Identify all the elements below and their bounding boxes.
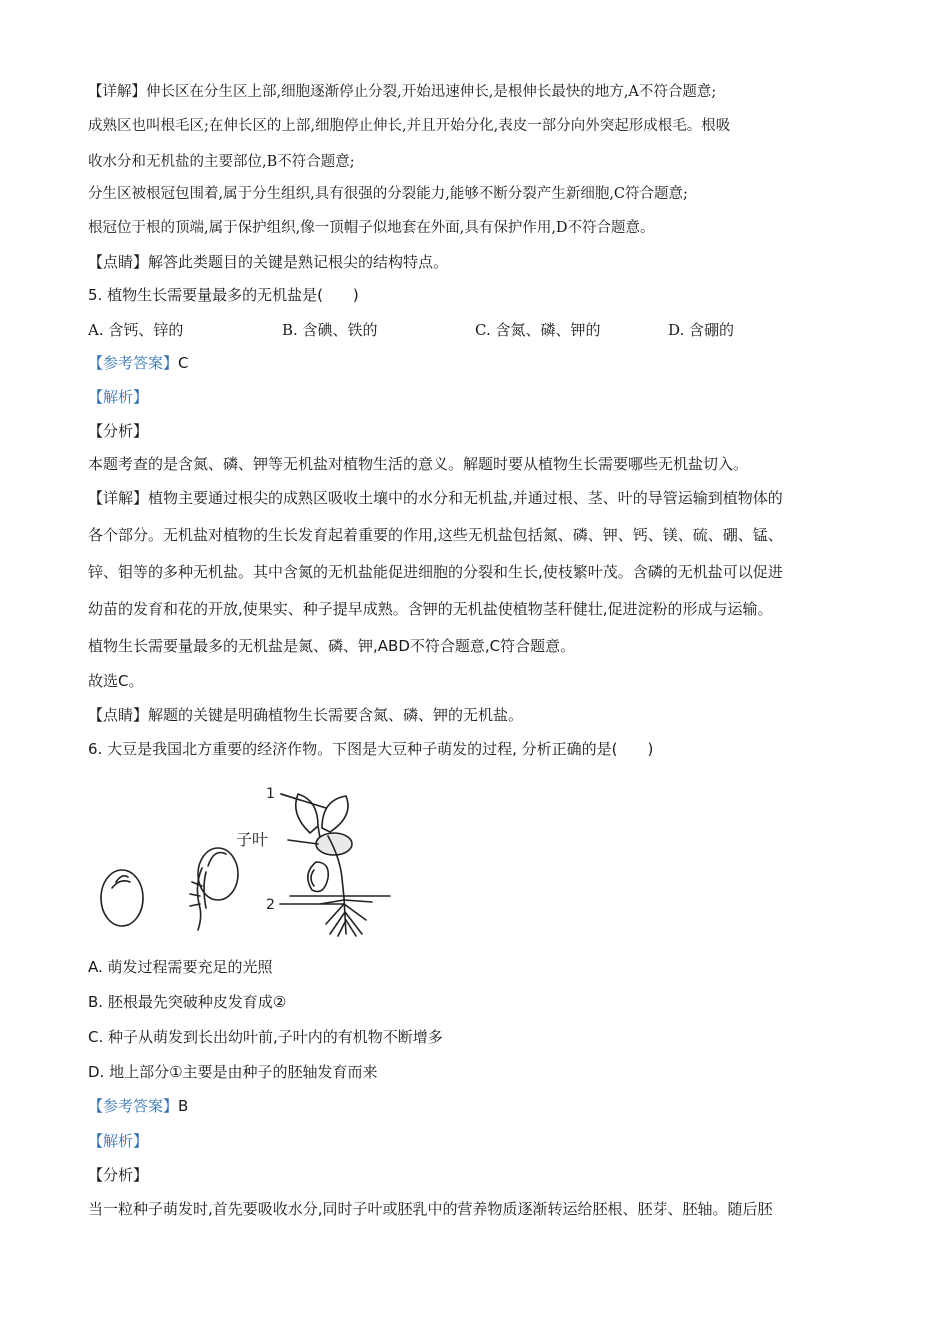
q5-jiexi-label: 【解析】	[88, 388, 149, 406]
label-1: 1	[266, 786, 275, 802]
q5-detail-line: 植物生长需要量最多的无机盐是氮、磷、钾,ABD不符合题意,C符合题意。	[88, 637, 576, 655]
seed-germination-figure	[90, 778, 420, 938]
seed-stage-2	[190, 848, 238, 930]
q6-option-c: C. 种子从萌发到长出幼叶前,子叶内的有机物不断增多	[88, 1028, 443, 1046]
q5-answer	[88, 353, 189, 373]
q5-option-a: A. 含钙、锌的	[88, 321, 184, 339]
answer-value: C	[178, 354, 189, 372]
q5-detail-line: 幼苗的发育和花的开放,使果实、种子提早成熟。含钾的无机盐使植物茎秆健壮,促进淀粉的形成与运输。	[88, 600, 773, 618]
q6-answer	[88, 1096, 188, 1116]
detail-line: 【详解】伸长区在分生区上部,细胞逐渐停止分裂,开始迅速伸长,是根伸长最快的地方,A不符合题意;	[88, 84, 717, 100]
q5-key-point: 【点睛】解题的关键是明确植物生长需要含氮、磷、钾的无机盐。	[88, 706, 524, 724]
answer-label: 【参考答案】	[88, 1097, 179, 1115]
q6-analysis: 当一粒种子萌发时,首先要吸收水分,同时子叶或胚乳中的营养物质逐渐转运给胚根、胚芽、胚轴。随后胚	[88, 1200, 773, 1218]
question-5-stem: 5. 植物生长需要量最多的无机盐是( )	[88, 286, 359, 304]
answer-label: 【参考答案】	[88, 354, 179, 372]
q6-jiexi-label: 【解析】	[88, 1132, 149, 1150]
question-6-stem: 6. 大豆是我国北方重要的经济作物。下图是大豆种子萌发的过程, 分析正确的是( )	[88, 740, 654, 758]
label-2: 2	[266, 897, 275, 913]
q5-fenxi-label: 【分析】	[88, 422, 149, 440]
q5-analysis: 本题考查的是含氮、磷、钾等无机盐对植物生活的意义。解题时要从植物生长需要哪些无机盐切入。	[88, 455, 749, 473]
detail-line: 收水分和无机盐的主要部位,B不符合题意;	[88, 154, 355, 170]
q5-detail-line: 各个部分。无机盐对植物的生长发育起着重要的作用,这些无机盐包括氮、磷、钾、钙、镁、硫、硼、锰、	[88, 526, 783, 544]
q5-conclusion: 故选C。	[88, 672, 144, 690]
label-cotyledon: 子叶	[236, 830, 269, 849]
detail-line: 根冠位于根的顶端,属于保护组织,像一顶帽子似地套在外面,具有保护作用,D不符合题意。	[88, 220, 655, 236]
q6-option-a: A. 萌发过程需要充足的光照	[88, 958, 273, 976]
q5-option-c: C. 含氮、磷、钾的	[475, 321, 601, 339]
key-point: 【点睛】解答此类题目的关键是熟记根尖的结构特点。	[88, 253, 449, 271]
q6-option-b: B. 胚根最先突破种皮发育成②	[88, 993, 287, 1011]
q5-detail-line: 锌、钼等的多种无机盐。其中含氮的无机盐能促进细胞的分裂和生长,使枝繁叶茂。含磷的无机盐可以促进	[88, 563, 783, 581]
seed-stage-1	[101, 870, 143, 926]
q5-detail-line: 【详解】植物主要通过根尖的成熟区吸收土壤中的水分和无机盐,并通过根、茎、叶的导管运输到植物体的	[88, 489, 783, 507]
detail-line: 成熟区也叫根毛区;在伸长区的上部,细胞停止伸长,并且开始分化,表皮一部分向外突起形成根毛。根吸	[88, 118, 731, 134]
q5-option-d: D. 含硼的	[668, 321, 735, 339]
q5-option-b: B. 含碘、铁的	[282, 321, 378, 339]
q6-fenxi-label: 【分析】	[88, 1166, 149, 1184]
detail-line: 分生区被根冠包围着,属于分生组织,具有很强的分裂能力,能够不断分裂产生新细胞,C符合题意;	[88, 186, 688, 202]
seed-stage-3	[290, 794, 390, 936]
q6-option-d: D. 地上部分①主要是由种子的胚轴发育而来	[88, 1063, 378, 1081]
answer-value: B	[178, 1097, 189, 1115]
